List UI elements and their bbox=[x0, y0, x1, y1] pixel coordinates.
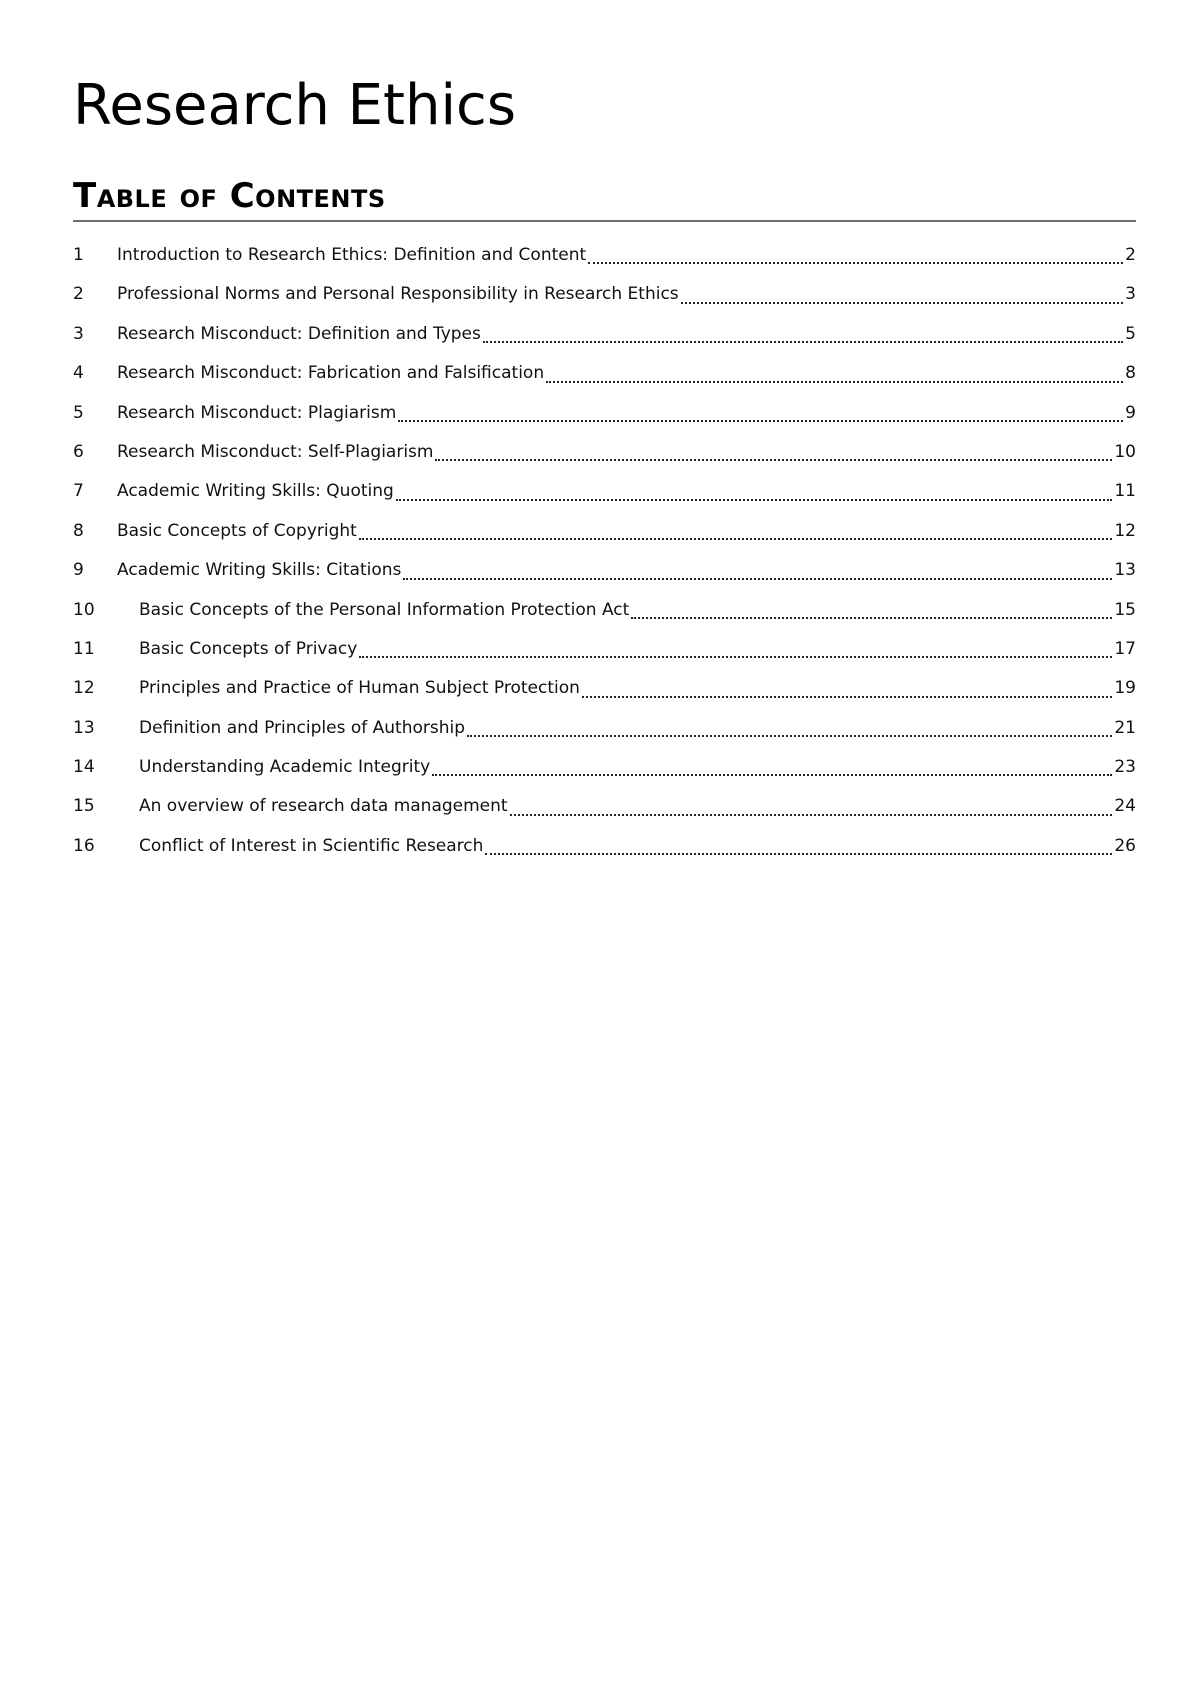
toc-entry-number: 5 bbox=[73, 402, 84, 423]
toc-entry-title: An overview of research data management bbox=[139, 796, 508, 817]
toc-entry-title: Basic Concepts of the Personal Information Protection Act bbox=[139, 599, 630, 620]
toc-heading bbox=[73, 172, 1136, 222]
toc-dot-leader bbox=[485, 851, 1112, 855]
toc-entry-page: 2 bbox=[1125, 245, 1136, 265]
toc-entry[interactable] bbox=[73, 669, 1136, 708]
toc-entry-page: 19 bbox=[1114, 678, 1136, 699]
toc-entry-number: 10 bbox=[73, 599, 95, 620]
toc-entry-page: 8 bbox=[1125, 363, 1136, 384]
toc-entry-number: 15 bbox=[73, 796, 95, 817]
toc-entry[interactable] bbox=[73, 787, 1136, 826]
toc-dot-leader bbox=[510, 812, 1113, 816]
toc-entry[interactable] bbox=[73, 551, 1136, 590]
toc-entry-page: 10 bbox=[1114, 441, 1136, 462]
toc-entry-number: 11 bbox=[73, 638, 95, 659]
toc-dot-leader bbox=[467, 733, 1112, 737]
toc-dot-leader bbox=[432, 772, 1112, 776]
toc-entry-number: 4 bbox=[73, 363, 84, 384]
toc-entry-title: Research Misconduct: Definition and Types bbox=[117, 323, 481, 344]
toc-dot-leader bbox=[359, 536, 1113, 540]
toc-entry-title: Research Misconduct: Plagiarism bbox=[117, 402, 397, 423]
toc-entry-number: 8 bbox=[73, 520, 84, 541]
toc-entry-title: Research Misconduct: Fabrication and Falsification bbox=[117, 363, 545, 384]
toc-entry-title: Principles and Practice of Human Subject Protection bbox=[139, 678, 580, 699]
toc-entry-number: 6 bbox=[73, 441, 84, 462]
toc-entry-page: 26 bbox=[1114, 835, 1136, 856]
toc-dot-leader bbox=[398, 418, 1123, 422]
toc-dot-leader bbox=[588, 260, 1123, 264]
document-title: Research Ethics bbox=[73, 73, 517, 138]
toc-entry-number: 1 bbox=[73, 245, 84, 265]
toc-dot-leader bbox=[396, 497, 1113, 501]
toc-entry[interactable] bbox=[73, 827, 1136, 866]
toc-dot-leader bbox=[403, 576, 1112, 580]
toc-entry[interactable] bbox=[73, 472, 1136, 511]
toc-entry[interactable] bbox=[73, 354, 1136, 393]
toc-dot-leader bbox=[435, 457, 1112, 461]
toc-entry-title: Introduction to Research Ethics: Definition and Content bbox=[117, 245, 587, 265]
toc-entry-number: 9 bbox=[73, 560, 84, 581]
toc-entry-page: 9 bbox=[1125, 402, 1136, 423]
toc-entry-number: 12 bbox=[73, 678, 95, 699]
toc-entry-number: 16 bbox=[73, 835, 95, 856]
toc-entry-title: Conflict of Interest in Scientific Research bbox=[139, 835, 484, 856]
toc-dot-leader bbox=[359, 654, 1112, 658]
toc-entry[interactable] bbox=[73, 394, 1136, 433]
toc-entry-page: 21 bbox=[1114, 717, 1136, 738]
toc-dot-leader bbox=[546, 379, 1123, 383]
toc-entry-page: 17 bbox=[1114, 638, 1136, 659]
toc-entry-title: Basic Concepts of Copyright bbox=[117, 520, 357, 541]
toc-entry-page: 3 bbox=[1125, 284, 1136, 305]
toc-entry[interactable] bbox=[73, 630, 1136, 669]
toc-entry-number: 2 bbox=[73, 284, 84, 305]
toc-entry[interactable] bbox=[73, 591, 1136, 630]
toc-entry-title: Basic Concepts of Privacy bbox=[139, 638, 358, 659]
toc-dot-leader bbox=[681, 300, 1124, 304]
toc-entry-title: Academic Writing Skills: Citations bbox=[117, 560, 402, 581]
toc-entry-number: 13 bbox=[73, 717, 95, 738]
toc-entry-page: 13 bbox=[1114, 560, 1136, 581]
toc-heading-text: Table of Contents bbox=[73, 176, 386, 216]
toc-entry-title: Academic Writing Skills: Quoting bbox=[117, 481, 394, 502]
toc-entry[interactable] bbox=[73, 709, 1136, 748]
toc-entry[interactable] bbox=[73, 275, 1136, 314]
toc-entry-number: 7 bbox=[73, 481, 84, 502]
toc-entry-page: 15 bbox=[1114, 599, 1136, 620]
toc-dot-leader bbox=[631, 615, 1112, 619]
document-page bbox=[73, 0, 1136, 1698]
toc-entry-title: Professional Norms and Personal Responsibility in Research Ethics bbox=[117, 284, 679, 305]
toc-entry-page: 24 bbox=[1114, 796, 1136, 817]
toc-entry[interactable] bbox=[73, 748, 1136, 787]
toc-entry-title: Definition and Principles of Authorship bbox=[139, 717, 466, 738]
toc-entry-title: Understanding Academic Integrity bbox=[139, 757, 431, 778]
toc-entry-number: 3 bbox=[73, 323, 84, 344]
toc-entry[interactable] bbox=[73, 433, 1136, 472]
toc-entry-page: 12 bbox=[1114, 520, 1136, 541]
toc-entry[interactable] bbox=[73, 512, 1136, 551]
toc-entry[interactable] bbox=[73, 236, 1136, 275]
toc-entry-number: 14 bbox=[73, 757, 95, 778]
toc-dot-leader bbox=[582, 694, 1112, 698]
toc-entry-page: 23 bbox=[1114, 757, 1136, 778]
toc-entry-title: Research Misconduct: Self-Plagiarism bbox=[117, 441, 434, 462]
toc-list bbox=[73, 236, 1136, 866]
toc-dot-leader bbox=[483, 339, 1123, 343]
toc-entry-page: 5 bbox=[1125, 323, 1136, 344]
toc-entry-page: 11 bbox=[1114, 481, 1136, 502]
toc-entry[interactable] bbox=[73, 315, 1136, 354]
